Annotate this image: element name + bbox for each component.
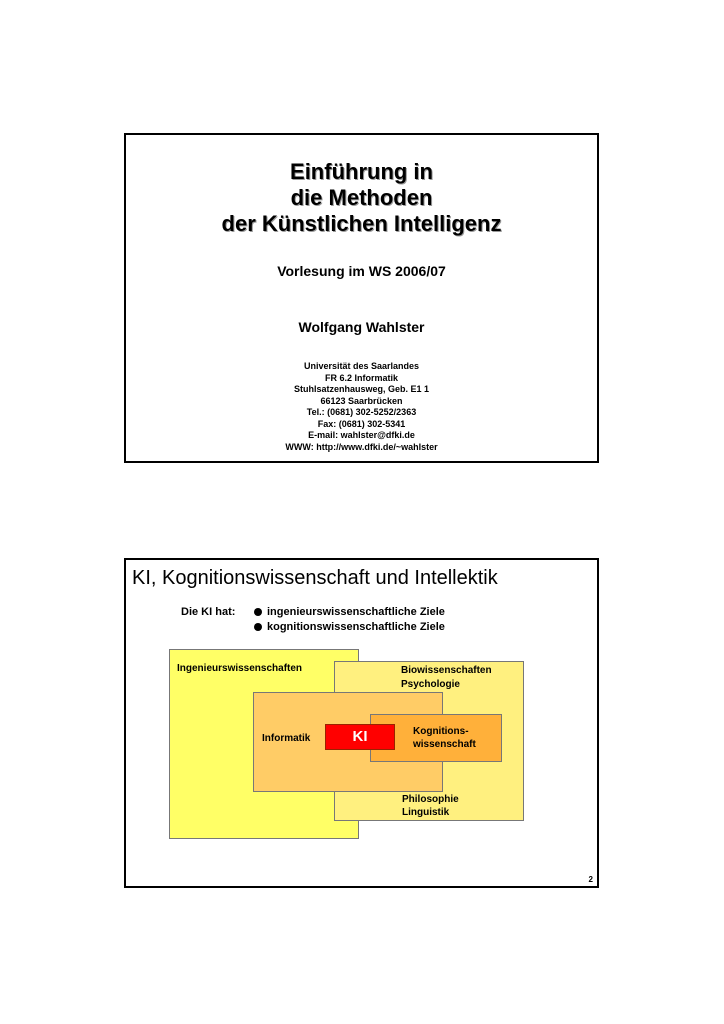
page-number: 2 bbox=[588, 875, 593, 884]
ki-hat-label: Die KI hat: bbox=[181, 606, 236, 618]
address-street: Stuhlsatzenhausweg, Geb. E1 1 bbox=[293, 384, 430, 394]
wissenschaft-label: wissenschaft bbox=[413, 739, 476, 750]
address-university: Universität des Saarlandes bbox=[303, 361, 420, 371]
kognitions-label: Kognitions- bbox=[413, 726, 469, 737]
address-department: FR 6.2 Informatik bbox=[324, 372, 398, 383]
title-slide bbox=[124, 133, 599, 463]
bullet-icon bbox=[254, 623, 262, 631]
linguistik-label: Linguistik bbox=[402, 807, 450, 818]
philosophie-label: Philosophie bbox=[402, 794, 459, 805]
psychologie-label: Psychologie bbox=[401, 679, 460, 690]
address-phone: Tel.: (0681) 302-5252/2363 bbox=[306, 407, 417, 417]
address-email: E-mail: wahlster@dfki.de bbox=[308, 430, 415, 440]
goal-item bbox=[254, 621, 445, 633]
goal-text: ingenieurswissenschaftliche Ziele bbox=[267, 606, 445, 618]
ingenieurswissenschaften-label: Ingenieurswissenschaften bbox=[177, 663, 303, 674]
informatik-label: Informatik bbox=[262, 733, 311, 744]
content-slide bbox=[124, 558, 599, 888]
author-name: Wolfgang Wahlster bbox=[298, 319, 425, 335]
goal-text: kognitionswissenschaftliche Ziele bbox=[267, 621, 445, 633]
address-city: 66123 Saarbrücken bbox=[320, 395, 403, 406]
lecture-subtitle: Vorlesung im WS 2006/07 bbox=[277, 263, 446, 279]
slide-title: KI, Kognitionswissenschaft und Intellektik bbox=[132, 567, 498, 589]
goal-item bbox=[254, 606, 445, 618]
slide-title-line-3: der Künstlichen Intelligenz bbox=[221, 211, 502, 236]
biowissenschaften-label: Biowissenschaften bbox=[401, 665, 492, 676]
address-fax: Fax: (0681) 302-5341 bbox=[317, 418, 406, 429]
bullet-icon bbox=[254, 608, 262, 616]
slide-title-line-2: die Methoden bbox=[290, 185, 433, 210]
ki-label: KI bbox=[352, 728, 368, 745]
address-www: WWW: http://www.dfki.de/~wahlster bbox=[285, 441, 438, 452]
slide-title-line-1: Einführung in bbox=[290, 159, 433, 184]
